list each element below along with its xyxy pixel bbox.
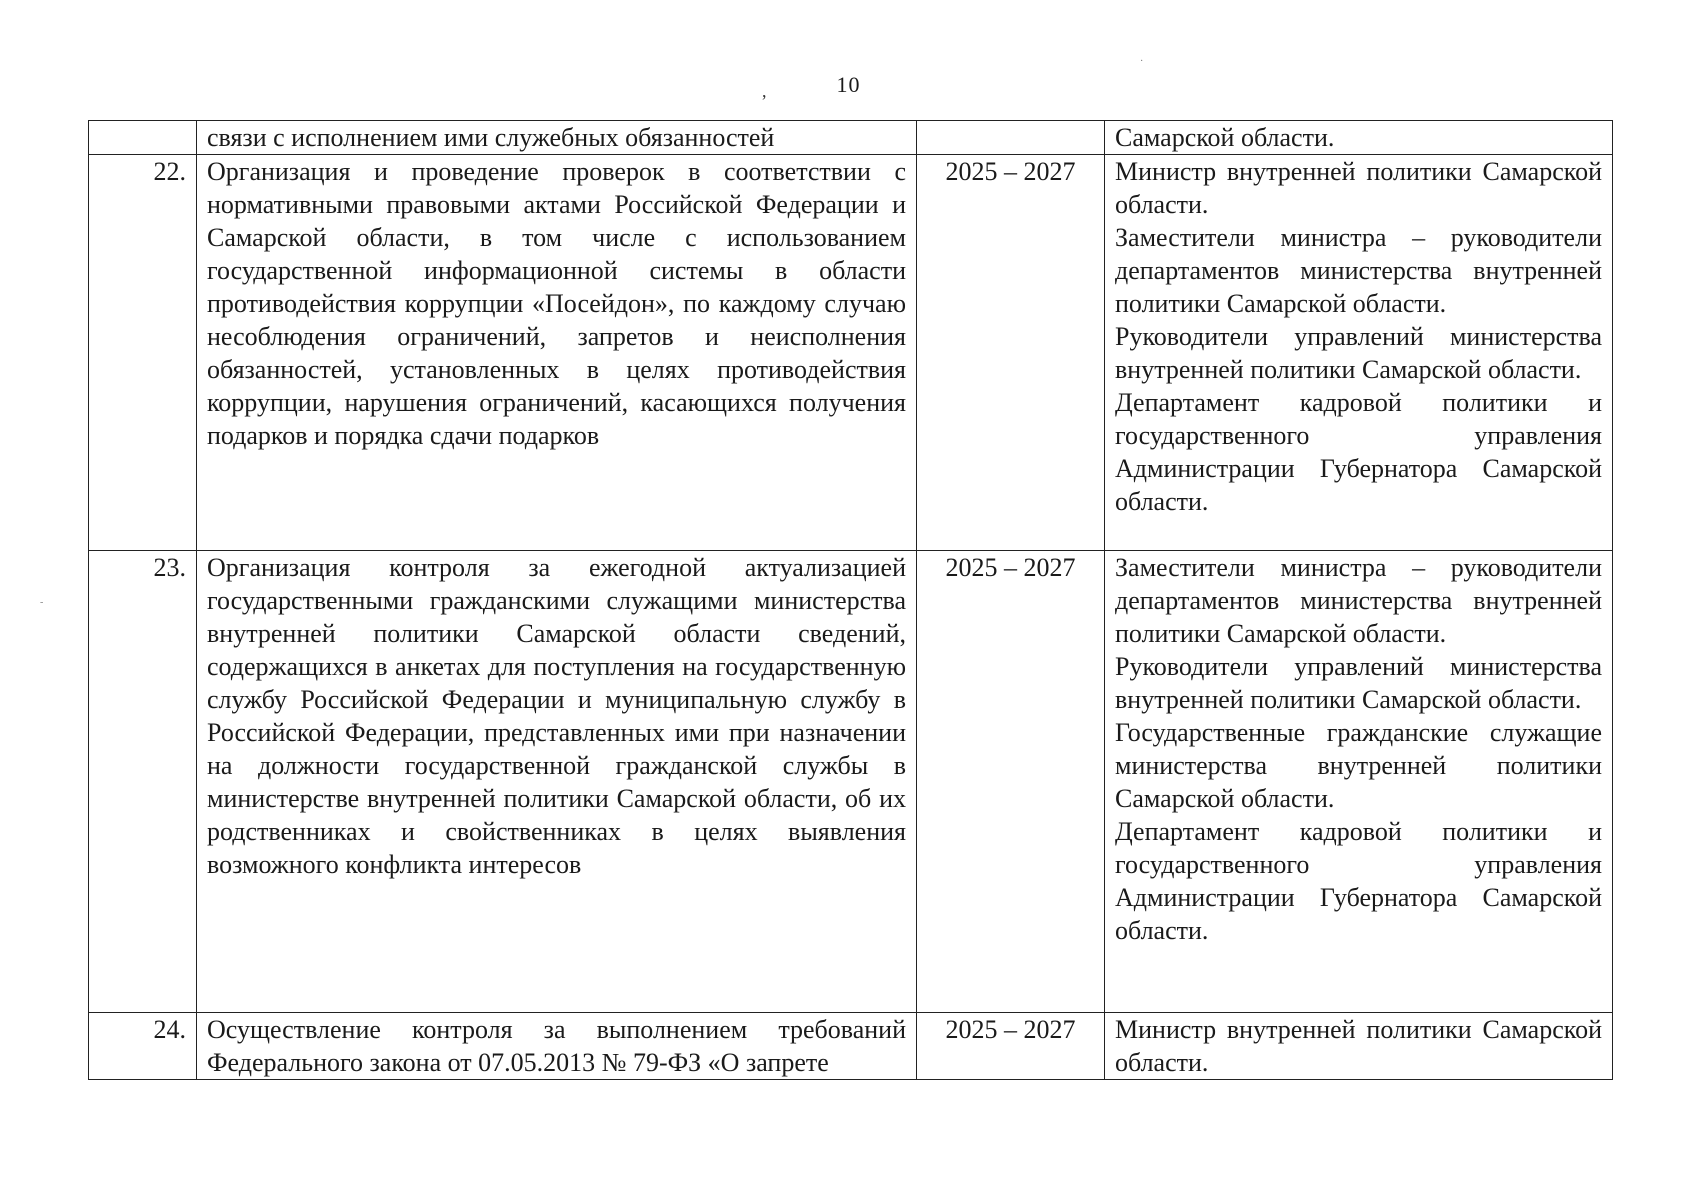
responsible-item: Министр внутренней политики Самарской области. <box>1115 157 1602 219</box>
term-cell: 2025 – 2027 <box>917 551 1105 1013</box>
scan-speck: - <box>40 597 44 608</box>
page-number: 10 <box>836 72 861 97</box>
table-row <box>89 1013 1613 1080</box>
measure-description: Организация контроля за ежегодной актуализацией государственными гражданскими служащими министерства внутренней политики Самарской области сведений, содержащихся в анкетах для поступления на государственную службу Российской Федерации и муниципальную службу в Российской Федерации, представленных ими при назначении на должности государственной гражданской службы в министерстве внутренней политики Самарской области, об их родственниках и свойственниках в целях выявления возможного конфликта интересов <box>197 551 917 1013</box>
term-cell: 2025 – 2027 <box>917 155 1105 551</box>
responsible-cell <box>1105 1013 1613 1080</box>
responsible-cell <box>1105 551 1613 1013</box>
responsible-item: Департамент кадровой политики и государственного управления Администрации Губернатора Самарской области. <box>1115 388 1602 516</box>
responsible-item: Министр внутренней политики Самарской области. <box>1115 1015 1602 1077</box>
measure-description: Организация и проведение проверок в соответствии с нормативными правовыми актами Российской Федерации и Самарской области, в том числе с использованием государственной информационной системы в области противодействия коррупции «Посейдон», по каждому случаю несоблюдения ограничений, запретов и неисполнения обязанностей, установленных в целях противодействия коррупции, нарушения ограничений, касающихся получения подарков и порядка сдачи подарков <box>197 155 917 551</box>
responsible-cell <box>1105 121 1613 155</box>
responsible-item: Руководители управлений министерства внутренней политики Самарской области. <box>1115 322 1602 384</box>
measure-description: Осуществление контроля за выполнением требований Федерального закона от 07.05.2013 № 79-ФЗ «О запрете <box>197 1013 917 1080</box>
scan-mark: , <box>762 81 767 101</box>
table-row <box>89 121 1613 155</box>
row-number <box>89 121 197 155</box>
row-number: 24. <box>89 1013 197 1080</box>
term-cell <box>917 121 1105 155</box>
scan-speck: · <box>1140 56 1144 67</box>
table-row <box>89 551 1613 1013</box>
row-number: 22. <box>89 155 197 551</box>
table-row <box>89 155 1613 551</box>
responsible-item: Заместители министра – руководители департаментов министерства внутренней политики Самарской области. <box>1115 223 1602 318</box>
responsible-item: Департамент кадровой политики и государственного управления Администрации Губернатора Самарской области. <box>1115 817 1602 945</box>
responsible-item: Самарской области. <box>1115 123 1335 152</box>
responsible-cell <box>1105 155 1613 551</box>
row-number: 23. <box>89 551 197 1013</box>
responsible-item: Государственные гражданские служащие министерства внутренней политики Самарской области. <box>1115 718 1602 813</box>
responsible-item: Руководители управлений министерства внутренней политики Самарской области. <box>1115 652 1602 714</box>
measures-table <box>88 120 1613 1080</box>
term-cell: 2025 – 2027 <box>917 1013 1105 1080</box>
responsible-item: Заместители министра – руководители департаментов министерства внутренней политики Самарской области. <box>1115 553 1602 648</box>
measure-description: связи с исполнением ими служебных обязанностей <box>197 121 917 155</box>
